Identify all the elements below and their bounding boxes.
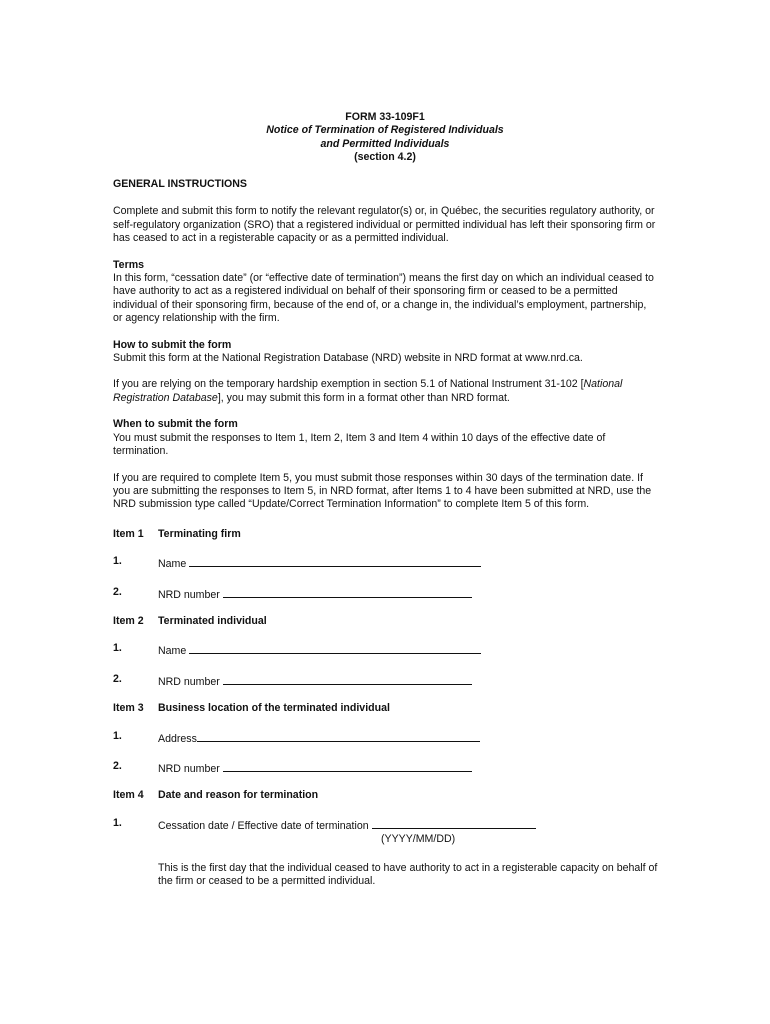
item-4-heading [113, 789, 658, 802]
field-number: 2. [113, 585, 122, 598]
field-label: Name [158, 558, 190, 571]
form-header [0, 111, 770, 165]
form-number: FORM 33-109F1 [345, 111, 425, 123]
how-to-submit-section [113, 339, 658, 366]
terms-heading: Terms [113, 258, 145, 271]
form-title-line1: Notice of Termination of Registered Individuals [266, 124, 504, 137]
form-title-line2: and Permitted Individuals [320, 137, 450, 150]
nrd-number-input-line[interactable] [223, 586, 472, 598]
when-to-submit-text: You must submit the responses to Item 1, Item 2, Item 3 and Item 4 within 10 days of the effective date of termination. [113, 431, 606, 458]
instrument-name: National Registration Database [113, 378, 623, 404]
terms-section [113, 259, 658, 326]
field-number: 1. [113, 729, 122, 742]
item-1-heading [113, 528, 658, 541]
field-label: Name [158, 645, 190, 658]
item-title: Terminated individual [158, 614, 267, 627]
item-label: Item 4 [113, 789, 144, 802]
name-input-line[interactable] [189, 642, 481, 654]
field-label: Address [158, 732, 197, 745]
field-label: NRD number [158, 588, 223, 601]
business-location-nrd-field [113, 760, 658, 776]
cessation-date-note: This is the first day that the individual ceased to have authority to act in a registerable capacity on behalf of the firm or ceased to be a permitted individual. [158, 861, 658, 887]
item5-instructions: If you are required to complete Item 5, you must submit those responses within 30 days of the termination date. If you are submitting the responses to Item 5, in NRD format, after Items 1 to 4 have been submitted at NRD, use the NRD submission type called “Update/Correct Termination Information” to complete Item 5 of this form. [113, 471, 652, 511]
terminating-firm-nrd-field [113, 586, 658, 602]
field-number: 1. [113, 642, 122, 655]
business-address-field [113, 730, 658, 746]
address-input-line[interactable] [197, 730, 480, 742]
field-number: 1. [113, 555, 122, 568]
cessation-date-input-line[interactable] [372, 817, 536, 829]
nrd-number-input-line[interactable] [223, 673, 472, 685]
terminating-firm-name-field [113, 555, 658, 571]
item-title: Terminating firm [158, 527, 241, 540]
terminated-individual-name-field [113, 642, 658, 658]
hardship-text-start: If you are relying on the temporary hardship exemption in section 5.1 of National Instrument 31-102 [ [113, 378, 584, 391]
item-3-heading [113, 702, 658, 715]
general-instructions-text: Complete and submit this form to notify the relevant regulator(s) or, in Québec, the securities regulatory authority, or self-regulatory organization (SRO) that a registered individual or permitted individual has left their sponsoring firm or has ceased to act in a registerable capacity or as a permitted individual. [113, 205, 656, 245]
hardship-text-end: ], you may submit this form in a format other than NRD format. [217, 391, 510, 404]
item-2-heading [113, 615, 658, 628]
form-body [113, 178, 658, 888]
name-input-line[interactable] [189, 555, 481, 567]
how-to-submit-heading: How to submit the form [113, 338, 232, 351]
date-format-hint: (YYYY/MM/DD) [381, 833, 456, 846]
item-label: Item 3 [113, 702, 144, 715]
terms-text: In this form, “cessation date” (or “effective date of termination”) means the first day on which an individual ceased to have authority to act as a registered individual on behalf of their sponsoring firm or ceased to be a permitted individual of their sponsoring firm, because of the end of, or a change in, the individual’s employment, partnership, or agency relationship with the firm. [113, 272, 654, 325]
item-label: Item 2 [113, 614, 144, 627]
nrd-number-input-line[interactable] [223, 760, 472, 772]
item-label: Item 1 [113, 527, 144, 540]
how-to-submit-text: Submit this form at the National Registration Database (NRD) website in NRD format at www.nrd.ca. [113, 352, 583, 365]
when-to-submit-section [113, 418, 658, 458]
field-number: 2. [113, 672, 122, 685]
field-number: 2. [113, 759, 122, 772]
cessation-date-field [113, 817, 658, 833]
general-instructions-heading: GENERAL INSTRUCTIONS [113, 178, 247, 190]
field-label: NRD number [158, 675, 223, 688]
item-title: Business location of the terminated individual [158, 702, 390, 715]
when-to-submit-heading: When to submit the form [113, 418, 238, 431]
item-title: Date and reason for termination [158, 789, 319, 802]
field-label: NRD number [158, 762, 223, 775]
field-number: 1. [113, 816, 122, 829]
section-reference: (section 4.2) [354, 151, 416, 164]
terminated-individual-nrd-field [113, 673, 658, 689]
field-label: Cessation date / Effective date of termination [158, 819, 372, 832]
hardship-exemption-text [113, 378, 658, 405]
